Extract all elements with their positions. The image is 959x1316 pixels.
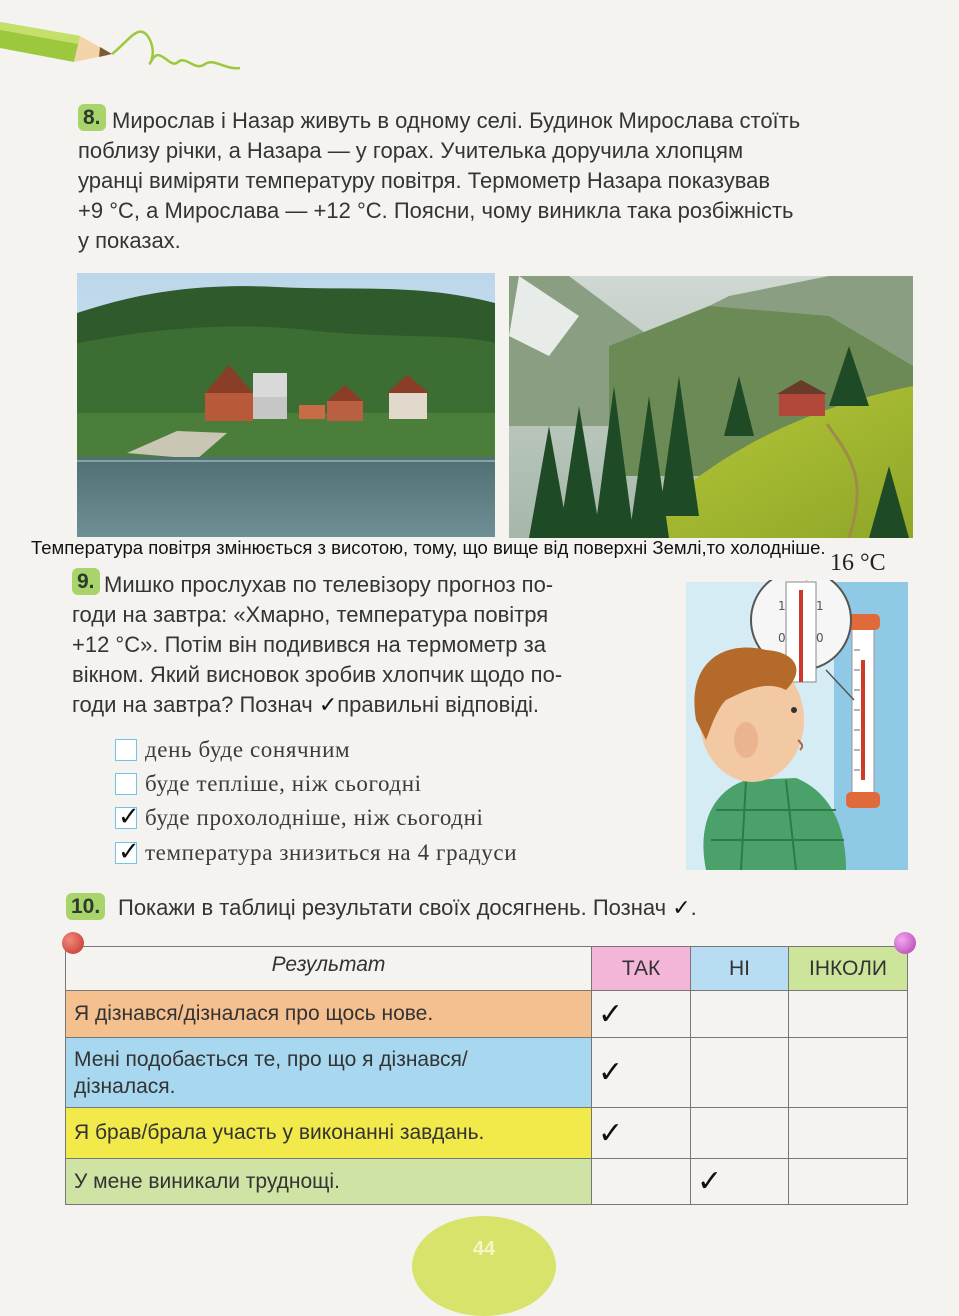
task-8-answer: Температура повітря змінюється з висотою, тому, що вище від поверхні Землі,то холодніше. xyxy=(31,537,826,558)
svg-text:0: 0 xyxy=(816,631,824,645)
mountain-house-photo xyxy=(509,276,913,538)
svg-text:1: 1 xyxy=(778,599,786,613)
option-2-label: буде тепліше, ніж сьогодні xyxy=(145,771,422,796)
check-mark-icon: ✓ xyxy=(118,802,140,832)
table-row xyxy=(66,1159,908,1205)
task-9-line-tail: правильні відповіді. xyxy=(337,692,540,717)
results-table xyxy=(65,946,908,1205)
inkoly-cell[interactable] xyxy=(789,991,908,1038)
option-4-checkbox[interactable] xyxy=(115,837,140,867)
option-3[interactable] xyxy=(115,804,483,832)
check-mark-icon: ✓ xyxy=(318,693,338,718)
task-9-line: годи на завтра: «Хмарно, температура повітря xyxy=(72,602,549,627)
tak-cell[interactable]: ✓ xyxy=(592,1038,691,1108)
ni-cell[interactable]: ✓ xyxy=(691,1159,789,1205)
task-10-instruction-tail: . xyxy=(690,895,697,920)
task-8-number: 8. xyxy=(78,104,106,131)
task-9-text xyxy=(72,570,654,721)
header-inkoly: ІНКОЛИ xyxy=(789,947,908,991)
page-number-badge xyxy=(412,1216,556,1316)
row-text: Я дізнався/дізналася про щось нове. xyxy=(66,991,592,1038)
check-mark-icon: ✓ xyxy=(118,837,140,867)
inkoly-cell[interactable] xyxy=(789,1108,908,1159)
option-2-checkbox[interactable] xyxy=(115,773,137,795)
option-1[interactable] xyxy=(115,736,350,764)
option-1-checkbox[interactable] xyxy=(115,739,137,761)
thermometer-reading-label: 16 °C xyxy=(830,550,886,576)
task-10-text xyxy=(118,893,697,924)
task-8-line: у показах. xyxy=(78,228,181,253)
task-9-last-line xyxy=(72,690,654,721)
task-9-line: вікном. Який висновок зробив хлопчик щодо по- xyxy=(72,662,563,687)
table-row xyxy=(66,1108,908,1159)
table-row xyxy=(66,1038,908,1108)
task-8-line: поблизу річки, а Назара — у горах. Учителька доручила хлопцям xyxy=(78,138,744,163)
check-mark-icon: ✓ xyxy=(672,896,691,921)
table-row xyxy=(66,991,908,1038)
header-ni: НІ xyxy=(691,947,789,991)
ni-cell[interactable] xyxy=(691,1108,789,1159)
option-4-label: температура знизиться на 4 градуси xyxy=(145,840,518,865)
header-tak: ТАК xyxy=(592,947,691,991)
option-3-checkbox[interactable] xyxy=(115,802,140,832)
option-3-label: буде прохолодніше, ніж сьогодні xyxy=(145,805,484,830)
option-2[interactable] xyxy=(115,770,422,798)
task-8-line: +9 °С, а Мирослава — +12 °С. Поясни, чому виникла така розбіжність xyxy=(78,198,794,223)
task-10-instruction: Покажи в таблиці результати своїх досягнень. Познач xyxy=(118,895,667,920)
option-1-label: день буде сонячним xyxy=(145,737,351,762)
task-8-line: уранці виміряти температуру повітря. Термометр Назара показував xyxy=(78,168,771,193)
boy-thermometer-illustration xyxy=(686,580,908,870)
svg-text:0: 0 xyxy=(778,631,786,645)
task-9-number: 9. xyxy=(72,568,100,595)
task-8-text xyxy=(78,106,916,256)
task-9-line: годи на завтра? Познач xyxy=(72,692,313,717)
pushpin-icon xyxy=(62,932,84,954)
task-10-number: 10. xyxy=(66,893,105,920)
ni-cell[interactable] xyxy=(691,991,789,1038)
tak-cell[interactable]: ✓ xyxy=(592,1108,691,1159)
inkoly-cell[interactable] xyxy=(789,1159,908,1205)
option-4[interactable] xyxy=(115,839,517,867)
tak-cell[interactable] xyxy=(592,1159,691,1205)
task-9-line: +12 °С». Потім він подивився на термометр за xyxy=(72,632,546,657)
pushpin-icon xyxy=(894,932,916,954)
river-house-photo xyxy=(77,273,495,537)
svg-text:1: 1 xyxy=(816,599,824,613)
header-result: Результат xyxy=(66,947,592,991)
task-8-line: Мирослав і Назар живуть в одному селі. Будинок Мирослава стоїть xyxy=(112,108,801,133)
pencil-icon xyxy=(0,0,260,90)
ni-cell[interactable] xyxy=(691,1038,789,1108)
page-number: 44 xyxy=(472,1238,496,1260)
tak-cell[interactable]: ✓ xyxy=(592,991,691,1038)
row-text: У мене виникали труднощі. xyxy=(66,1159,592,1205)
row-text: Я брав/брала участь у виконанні завдань. xyxy=(66,1108,592,1159)
row-text: Мені подобається те, про що я дізнався/ дізналася. xyxy=(66,1038,592,1108)
task-9-line: Мишко прослухав по телевізору прогноз по- xyxy=(104,572,554,597)
inkoly-cell[interactable] xyxy=(789,1038,908,1108)
